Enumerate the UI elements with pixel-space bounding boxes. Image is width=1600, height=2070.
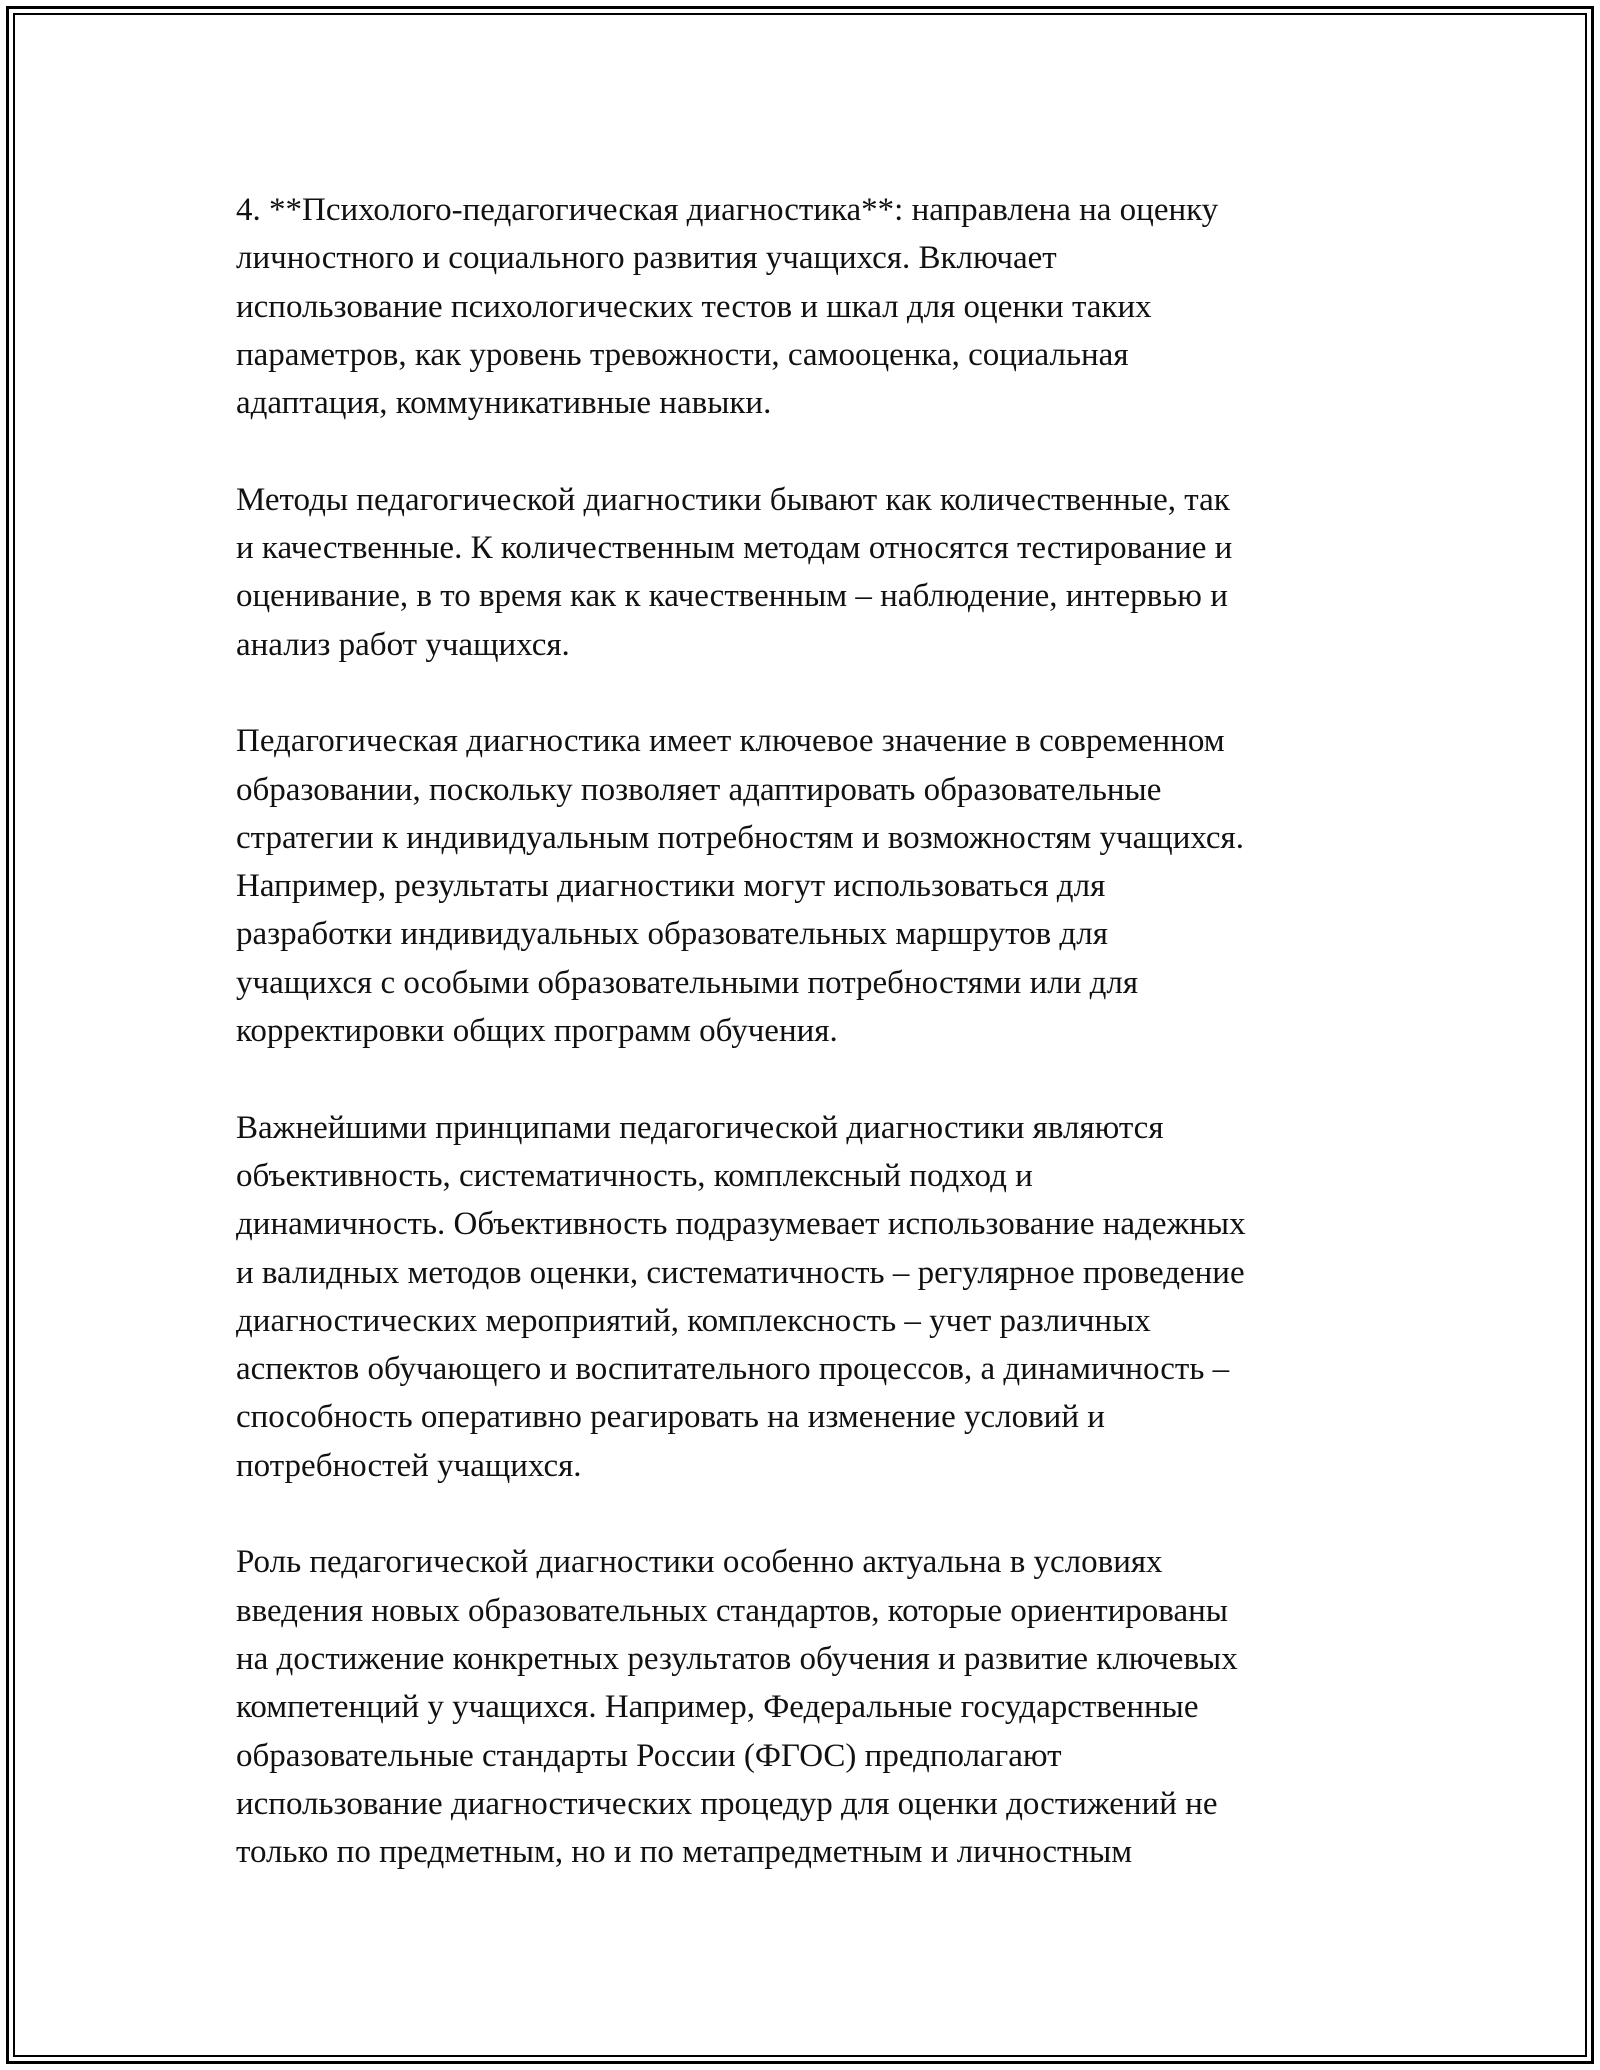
paragraph-psychological-diagnostics <box>236 186 1386 427</box>
text-line: использование психологических тестов и шкал для оценки таких <box>236 288 1152 325</box>
text-line: Педагогическая диагностика имеет ключевое значение в современном <box>236 723 1225 760</box>
text-line: Например, результаты диагностики могут использоваться для <box>236 868 1106 905</box>
text-line: использование диагностических процедур для оценки достижений не <box>236 1785 1218 1822</box>
text-line: объективность, систематичность, комплексный подход и <box>236 1157 1033 1194</box>
text-line: Важнейшими принципами педагогической диагностики являются <box>236 1109 1164 1146</box>
paragraph-diagnostics-role <box>236 1538 1386 1876</box>
text-line: аспектов обучающего и воспитательного процессов, а динамичность – <box>236 1351 1230 1388</box>
text-line: 4. **Психолого-педагогическая диагностика**: направлена на оценку <box>236 192 1219 228</box>
text-line: Методы педагогической диагностики бывают как количественные, так <box>236 481 1230 518</box>
text-line: образовательные стандарты России (ФГОС) предполагают <box>236 1737 1062 1774</box>
text-line: на достижение конкретных результатов обучения и развитие ключевых <box>236 1640 1238 1677</box>
text-line: личностного и социального развития учащихся. Включает <box>236 240 1057 277</box>
paragraph-diagnostic-methods <box>236 476 1386 669</box>
text-line: и качественные. К количественным методам относятся тестирование и <box>236 530 1233 567</box>
text-line: адаптация, коммуникативные навыки. <box>236 385 772 422</box>
text-line: параметров, как уровень тревожности, самооценка, социальная <box>236 336 1129 373</box>
text-line: учащихся с особыми образовательными потребностями или для <box>236 964 1139 1001</box>
text-line: компетенций у учащихся. Например, Федеральные государственные <box>236 1689 1199 1726</box>
text-line: введения новых образовательных стандартов, которые ориентированы <box>236 1592 1228 1629</box>
text-line: Роль педагогической диагностики особенно актуальна в условиях <box>236 1544 1163 1581</box>
text-line: и валидных методов оценки, систематичность – регулярное проведение <box>236 1254 1245 1291</box>
text-line: стратегии к индивидуальным потребностям и возможностям учащихся. <box>236 819 1244 856</box>
text-line: динамичность. Объективность подразумевает использование надежных <box>236 1206 1246 1243</box>
paragraph-diagnostics-importance <box>236 717 1386 1055</box>
text-line: способность оперативно реагировать на изменение условий и <box>236 1399 1105 1436</box>
text-line: образовании, поскольку позволяет адаптировать образовательные <box>236 771 1162 808</box>
text-line: только по предметным, но и по метапредметным и личностным <box>236 1834 1133 1871</box>
text-line: оценивание, в то время как к качественным – наблюдение, интервью и <box>236 578 1228 615</box>
text-line: потребностей учащихся. <box>236 1447 582 1484</box>
paragraph-diagnostics-principles <box>236 1104 1386 1490</box>
document-body <box>236 186 1386 1876</box>
text-line: анализ работ учащихся. <box>236 626 570 663</box>
text-line: разработки индивидуальных образовательных маршрутов для <box>236 916 1108 953</box>
text-line: диагностических мероприятий, комплексность – учет различных <box>236 1302 1151 1339</box>
text-line: корректировки общих программ обучения. <box>236 1013 838 1050</box>
